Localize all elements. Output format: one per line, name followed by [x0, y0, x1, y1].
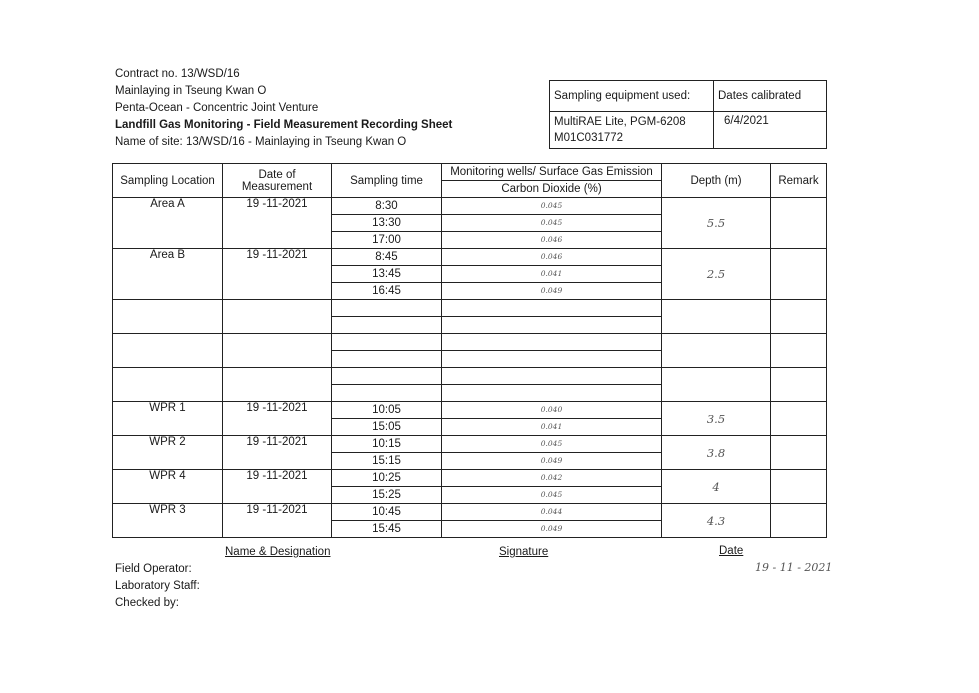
- time-cell: [332, 249, 442, 300]
- header-time: Sampling time: [332, 164, 442, 198]
- date-heading: Date: [719, 545, 744, 557]
- sheet-title: Landfill Gas Monitoring - Field Measurement Recording Sheet: [115, 119, 453, 131]
- empty-row: [113, 334, 827, 368]
- equipment-table: [549, 80, 827, 149]
- co2-value: 0.041: [442, 266, 661, 283]
- time-value: 8:30: [332, 198, 441, 215]
- time-value: 17:00: [372, 234, 401, 246]
- co2-value: 0.049: [540, 286, 563, 295]
- contractor-name: Penta-Ocean - Concentric Joint Venture: [115, 102, 319, 114]
- calibrated-label: Dates calibrated: [714, 81, 827, 112]
- location-cell: WPR 2: [113, 436, 223, 470]
- co2-cell: [442, 504, 662, 538]
- time-value: 10:15: [332, 436, 441, 453]
- co2-value: 0.041: [540, 422, 563, 431]
- time-value: 15:45: [372, 523, 401, 535]
- date-cell: 19 -11-2021: [223, 436, 332, 470]
- contract-number: Contract no. 13/WSD/16: [115, 68, 240, 80]
- co2-cell: [442, 402, 662, 436]
- co2-cell: [442, 470, 662, 504]
- header-location: Sampling Location: [113, 164, 223, 198]
- depth-cell: 5.5: [662, 198, 771, 249]
- co2-value: 0.042: [442, 470, 661, 487]
- co2-value: 0.044: [442, 504, 661, 521]
- document-header: [115, 66, 452, 151]
- co2-value: 0.049: [540, 524, 563, 533]
- depth-cell: 4.3: [662, 504, 771, 538]
- time-value: 8:45: [332, 249, 441, 266]
- date-cell: 19 -11-2021: [223, 470, 332, 504]
- location-cell: WPR 4: [113, 470, 223, 504]
- equipment-model-cell: [550, 112, 714, 149]
- co2-value: 0.045: [442, 198, 661, 215]
- time-cell: [332, 470, 442, 504]
- time-cell: [332, 198, 442, 249]
- time-value: 15:15: [372, 455, 401, 467]
- signoff-date: 19 - 11 - 2021: [755, 561, 833, 574]
- empty-row: [113, 368, 827, 402]
- co2-value: 0.046: [442, 249, 661, 266]
- time-value: 15:25: [372, 489, 401, 501]
- equipment-label: Sampling equipment used:: [550, 81, 714, 112]
- table-row: [113, 436, 827, 470]
- co2-cell: [442, 249, 662, 300]
- header-co2-unit: Carbon Dioxide (%): [501, 183, 602, 195]
- equipment-model: MultiRAE Lite, PGM-6208: [554, 116, 686, 128]
- remark-cell: [771, 436, 827, 470]
- depth-cell: 3.5: [662, 402, 771, 436]
- header-co2: [442, 164, 662, 198]
- header-remark: Remark: [771, 164, 827, 198]
- lab-staff-label: Laboratory Staff:: [115, 580, 200, 592]
- date-cell: 19 -11-2021: [223, 249, 332, 300]
- table-row: [113, 402, 827, 436]
- remark-cell: [771, 470, 827, 504]
- co2-value: 0.045: [540, 490, 563, 499]
- field-operator-label: Field Operator:: [115, 563, 192, 575]
- empty-row: [113, 300, 827, 334]
- time-value: 10:45: [332, 504, 441, 521]
- header-date-line2: Measurement: [241, 180, 313, 193]
- time-value: 13:45: [332, 266, 441, 283]
- time-value: 16:45: [372, 285, 401, 297]
- header-date: [223, 164, 332, 198]
- co2-cell: [442, 436, 662, 470]
- header-depth: Depth (m): [662, 164, 771, 198]
- time-cell: [332, 402, 442, 436]
- date-cell: 19 -11-2021: [223, 504, 332, 538]
- table-row: [113, 504, 827, 538]
- header-wells: Monitoring wells/ Surface Gas Emission: [442, 164, 661, 181]
- time-cell: [332, 504, 442, 538]
- date-cell: 19 -11-2021: [223, 198, 332, 249]
- location-cell: WPR 3: [113, 504, 223, 538]
- site-name: Name of site: 13/WSD/16 - Mainlaying in Tseung Kwan O: [115, 136, 407, 148]
- header-date-line1: Date of: [258, 168, 296, 181]
- co2-value: 0.045: [442, 436, 661, 453]
- location-cell: Area B: [113, 249, 223, 300]
- time-value: 13:30: [332, 215, 441, 232]
- table-row: [113, 249, 827, 300]
- co2-value: 0.049: [540, 456, 563, 465]
- calibrated-date: 6/4/2021: [714, 112, 827, 149]
- remark-cell: [771, 504, 827, 538]
- name-designation-heading: Name & Designation: [225, 546, 331, 558]
- table-row: [113, 470, 827, 504]
- remark-cell: [771, 402, 827, 436]
- date-cell: 19 -11-2021: [223, 402, 332, 436]
- table-header-row: [113, 164, 827, 198]
- signature-heading: Signature: [499, 546, 549, 558]
- co2-cell: [442, 198, 662, 249]
- remark-cell: [771, 198, 827, 249]
- location-cell: Area A: [113, 198, 223, 249]
- time-value: 10:25: [332, 470, 441, 487]
- time-cell: [332, 436, 442, 470]
- time-value: 10:05: [332, 402, 441, 419]
- project-name: Mainlaying in Tseung Kwan O: [115, 85, 267, 97]
- checked-by-label: Checked by:: [115, 597, 179, 609]
- table-row: [113, 198, 827, 249]
- measurement-table: [112, 163, 827, 538]
- depth-cell: 4: [662, 470, 771, 504]
- co2-value: 0.046: [540, 235, 563, 244]
- remark-cell: [771, 249, 827, 300]
- depth-cell: 2.5: [662, 249, 771, 300]
- co2-value: 0.040: [442, 402, 661, 419]
- equipment-serial: M01C031772: [554, 132, 624, 144]
- depth-cell: 3.8: [662, 436, 771, 470]
- time-value: 15:05: [372, 421, 401, 433]
- co2-value: 0.045: [442, 215, 661, 232]
- location-cell: WPR 1: [113, 402, 223, 436]
